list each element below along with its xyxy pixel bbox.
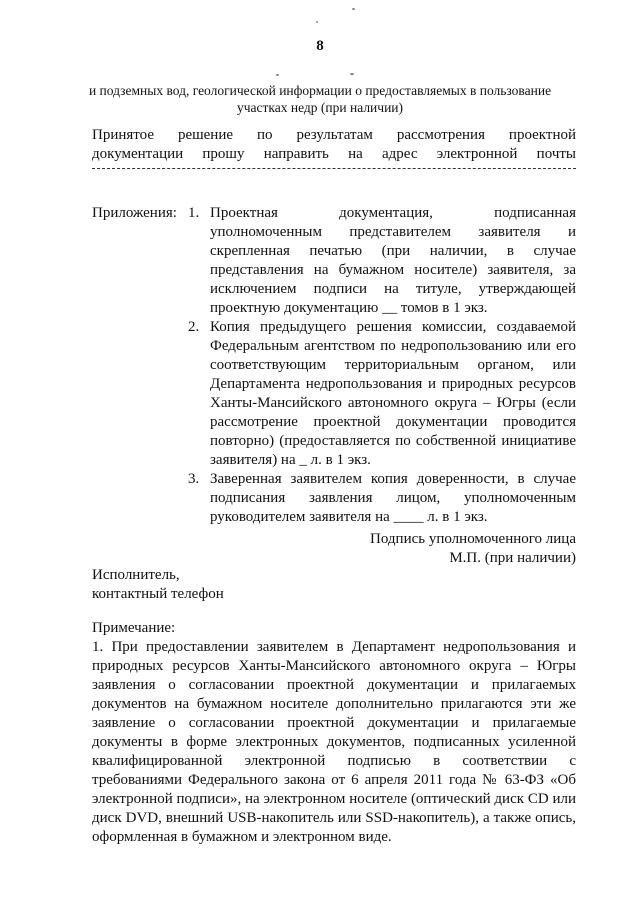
scan-speck [316,21,318,23]
attachment-item [188,470,576,527]
scan-speck [350,73,354,75]
note-title: Примечание: [92,620,176,636]
executor-label: Исполнитель, [92,567,180,583]
email-blank-line [92,168,576,169]
attachment-text: Заверенная заявителем копия доверенности, в случае подписания заявления лицом, уполномоченным руководителем заявителя на ____ л. в 1 экз. [210,471,576,525]
page-number: 8 [316,38,324,54]
attachment-text: Копия предыдущего решения комиссии, создаваемой Федеральным агентством по недропользованию или его соответствующим территориальным органом, или Департамента недропользования и природных ресурсов Ханты-Мансийского автономного округа – Югры (если рассмотрение проектной документации проводится повторно) (предоставляется по собственной инициативе заявителя) на _ л. в 1 экз. [210,319,576,468]
scan-speck [352,8,355,10]
attachment-number: 1. [188,205,200,221]
attachment-text: Проектная документация, подписанная уполномоченным представителем заявителя и скрепленная печатью (при наличии, в случае представления на бумажном носителе) заявителя, за исключением подписи на титуле, утверждающей проектную документацию __ томов в 1 экз. [210,205,576,316]
header-line-1: и подземных вод, геологической информации о предоставляемых в пользование [88,83,552,98]
phone-label: контактный телефон [92,586,224,602]
attachment-number: 2. [188,319,200,335]
header-line-2: участках недр (при наличии) [236,100,404,115]
signature-label: Подпись уполномоченного лица [370,531,576,547]
attachment-item [188,318,576,470]
decision-line-2: документации прошу направить на адрес электронной почты [92,146,576,162]
attachment-number: 3. [188,471,200,487]
attachments-label: Приложения: [92,205,177,221]
note-text: 1. При предоставлении заявителем в Департамент недропользования и природных ресурсов Ханты-Мансийского автономного округа – Югры заявления о согласовании проектной документации и прилагаемых документов на бумажном носителе дополнительно прилагаются эти же заявление о согласовании проектной документации и прилагаемые документы в форме электронных документов, подписанных усиленной квалифицированной электронной подписью в соответствии с требованиями Федерального закона от 6 апреля 2011 года № 63-ФЗ «Об электронной подписи», на электронном носителе (оптический диск CD или диск DVD, внешний USB-накопитель или SSD-накопитель), а также опись, оформленная в бумажном и электронном виде. [92,639,576,845]
stamp-label: М.П. (при наличии) [449,550,576,566]
decision-line-1: Принятое решение по результатам рассмотрения проектной [92,127,576,143]
attachments-list [188,204,576,527]
scan-speck [276,74,279,76]
attachment-item [188,204,576,318]
